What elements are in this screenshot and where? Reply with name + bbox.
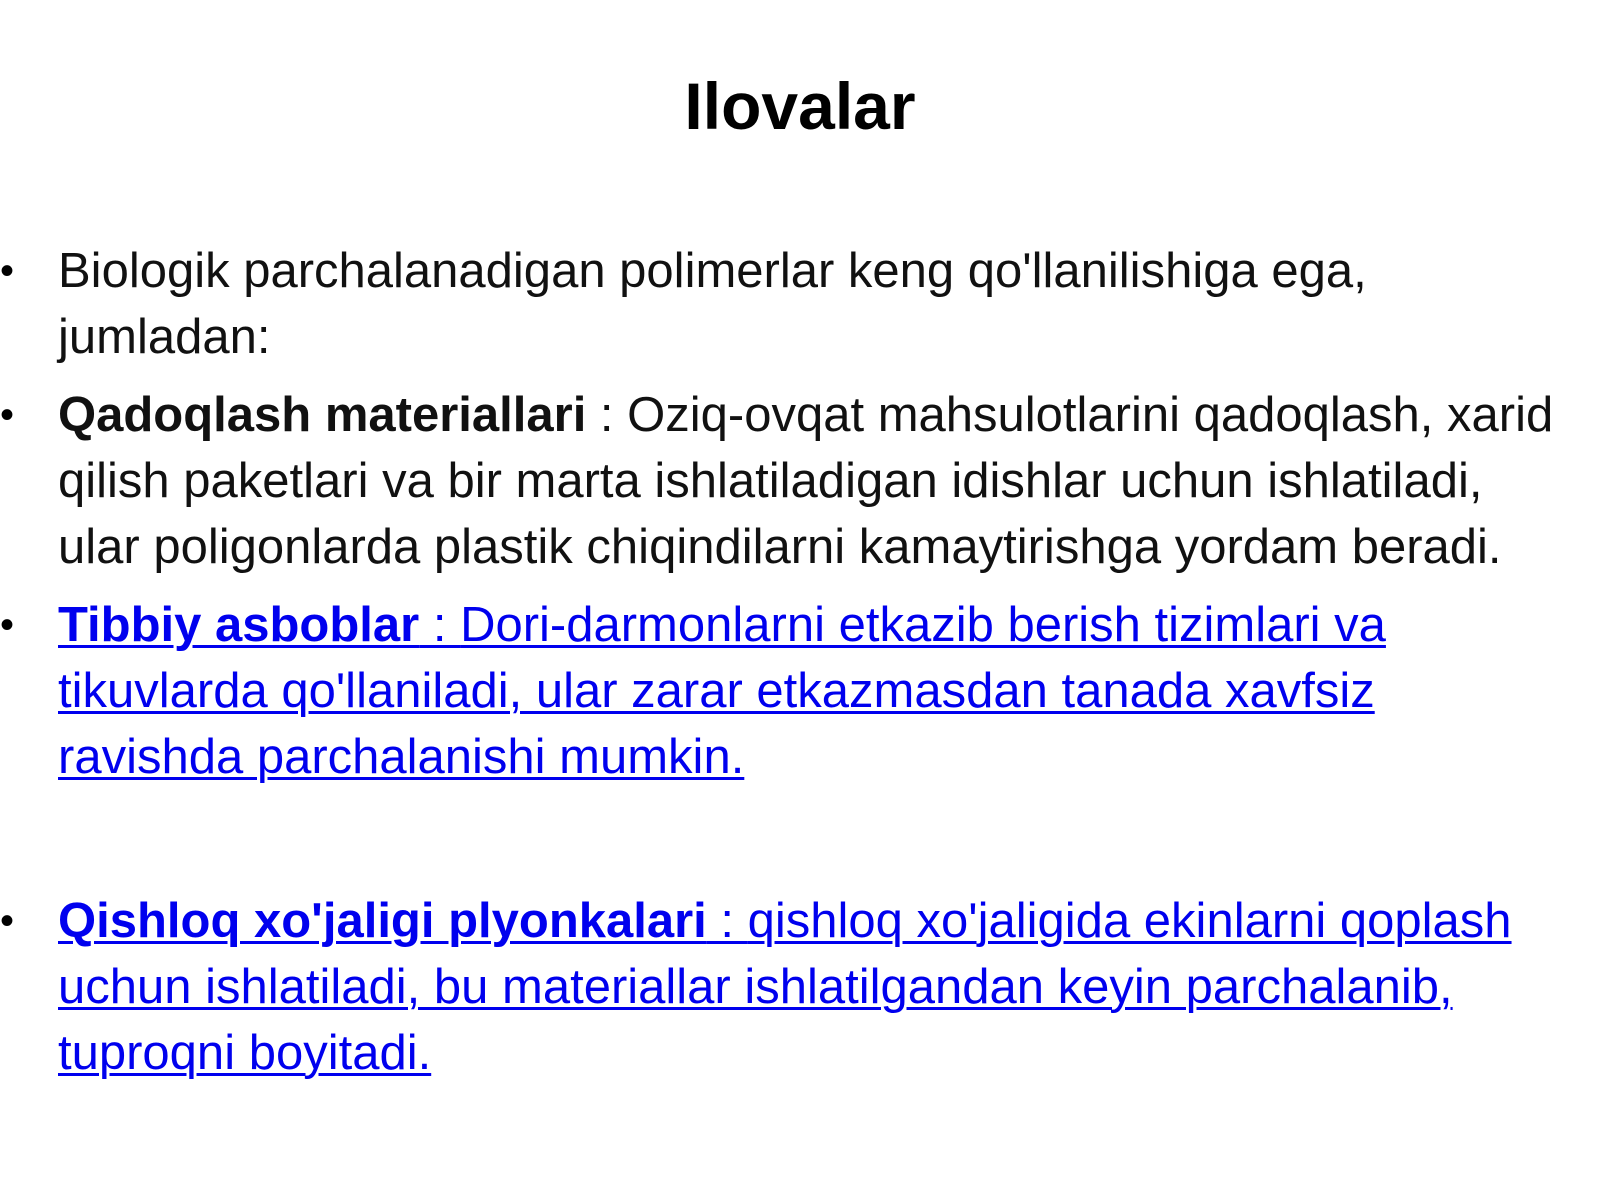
bullet-medical-term[interactable]: Tibbiy asboblar (58, 598, 420, 652)
slide-title: Ilovalar (684, 69, 916, 143)
bullet-medical-description[interactable]: Dori-darmonlarni etkazib berish tizimlari va tikuvlarda qo'llaniladi, ular zarar etkazmasdan tanada xavfsiz ravishda parchalanishi mumkin. (58, 598, 1386, 784)
bullet-dot-icon: • (0, 393, 15, 437)
bullet-intro-text: Biologik parchalanadigan polimerlar keng qo'llanilishiga ega, jumladan: (58, 244, 1367, 364)
bullet-agriculture-separator[interactable]: : (706, 894, 748, 948)
bullet-agriculture-description[interactable]: qishloq xo'jaligida ekinlarni qoplash uchun ishlatiladi, bu materiallar ishlatilgandan keyin parchalanib, tuproqni boyitadi. (58, 894, 1512, 1080)
agriculture-link[interactable] (58, 894, 1512, 1080)
bullet-packaging-term: Qadoqlash materiallari (58, 388, 587, 442)
bullet-intro (0, 238, 1560, 370)
bullet-medical[interactable] (0, 592, 1560, 790)
bullet-dot-icon: • (0, 899, 15, 943)
bullet-dot-icon: • (0, 603, 15, 647)
bullet-dot-icon: • (0, 249, 15, 293)
bullet-packaging-description: Oziq-ovqat mahsulotlarini qadoqlash, xarid qilish paketlari va bir marta ishlatiladigan idishlar uchun ishlatiladi, ular poligonlarda plastik chiqindilarni kamaytirishga yordam beradi. (58, 388, 1554, 574)
bullet-agriculture[interactable] (0, 888, 1560, 1086)
bullet-medical-separator[interactable]: : (419, 598, 461, 652)
bullet-packaging-separator: : (586, 388, 628, 442)
bullet-packaging (0, 382, 1560, 580)
medical-link[interactable] (58, 598, 1386, 784)
bullet-agriculture-term[interactable]: Qishloq xo'jaligi plyonkalari (58, 894, 707, 948)
bullet-list (0, 238, 1560, 1098)
